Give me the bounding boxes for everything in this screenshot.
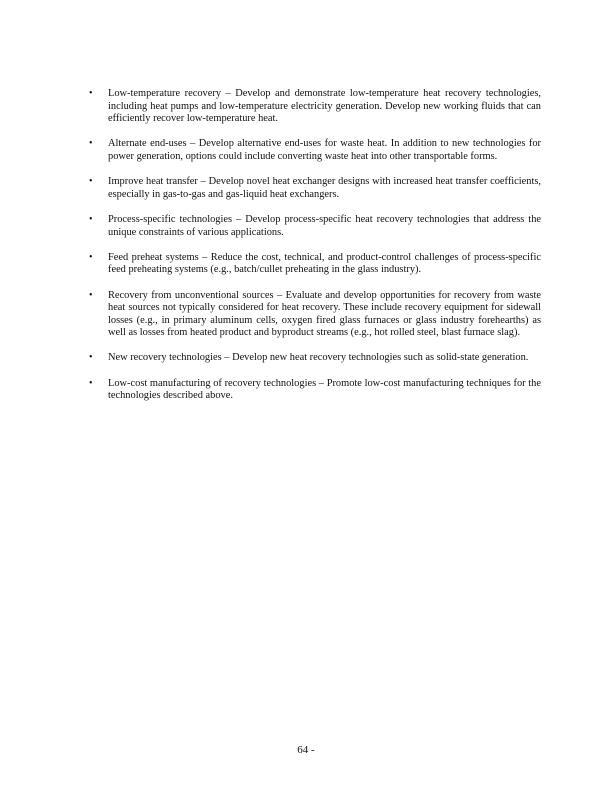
bullet-icon: • [89, 176, 93, 188]
bullet-text: Alternate end-uses – Develop alternative end-uses for waste heat. In addition to new technologies for power generation, options could include converting waste heat into other transportable forms. [108, 138, 541, 162]
bullet-item-process-specific-technologies [87, 214, 541, 239]
bullet-item-improve-heat-transfer [87, 176, 541, 201]
page-number: 64 - [297, 744, 315, 756]
bullet-text: New recovery technologies – Develop new heat recovery technologies such as solid-state generation. [108, 352, 529, 364]
bullet-icon: • [89, 138, 93, 150]
bullet-text: Low-temperature recovery – Develop and demonstrate low-temperature heat recovery technologies, including heat pumps and low-temperature electricity generation. Develop new working fluids that can efficiently recover low-temperature heat. [108, 88, 541, 125]
bullet-icon: • [89, 88, 93, 99]
bullet-item-low-temperature-recovery [87, 88, 541, 126]
bullet-item-new-recovery-technologies [87, 352, 541, 365]
bullet-icon: • [89, 213, 93, 225]
bullet-text: Improve heat transfer – Develop novel heat exchanger designs with increased heat transfer coefficients, especially in gas-to-gas and gas-liquid heat exchangers. [108, 176, 541, 200]
bullet-item-alternate-end-uses [87, 138, 541, 163]
bullet-icon: • [89, 289, 93, 301]
bullet-item-unconventional-sources [87, 290, 541, 340]
bullet-icon: • [89, 251, 93, 263]
bullet-list [87, 88, 541, 415]
bullet-text: Process-specific technologies – Develop process-specific heat recovery technologies that address the unique constraints of various applications. [108, 213, 541, 238]
bullet-text: Recovery from unconventional sources – Evaluate and develop opportunities for recovery from waste heat sources not typically considered for heat recovery. These include recovery equipment for sidewall losses (e.g., in primary aluminum cells, oxygen fired glass furnaces or glass industry forehearths) as well as losses from heated product and byproduct streams (e.g., hot rolled steel, blast furnace slag). [108, 289, 541, 339]
bullet-item-feed-preheat-systems [87, 252, 541, 277]
bullet-item-low-cost-manufacturing [87, 378, 541, 403]
bullet-icon: • [89, 352, 93, 364]
bullet-text: Low-cost manufacturing of recovery technologies – Promote low-cost manufacturing techniques for the technologies described above. [108, 377, 541, 402]
bullet-icon: • [89, 377, 93, 389]
bullet-text: Feed preheat systems – Reduce the cost, technical, and product-control challenges of process-specific feed preheating systems (e.g., batch/cullet preheating in the glass industry). [108, 251, 541, 276]
